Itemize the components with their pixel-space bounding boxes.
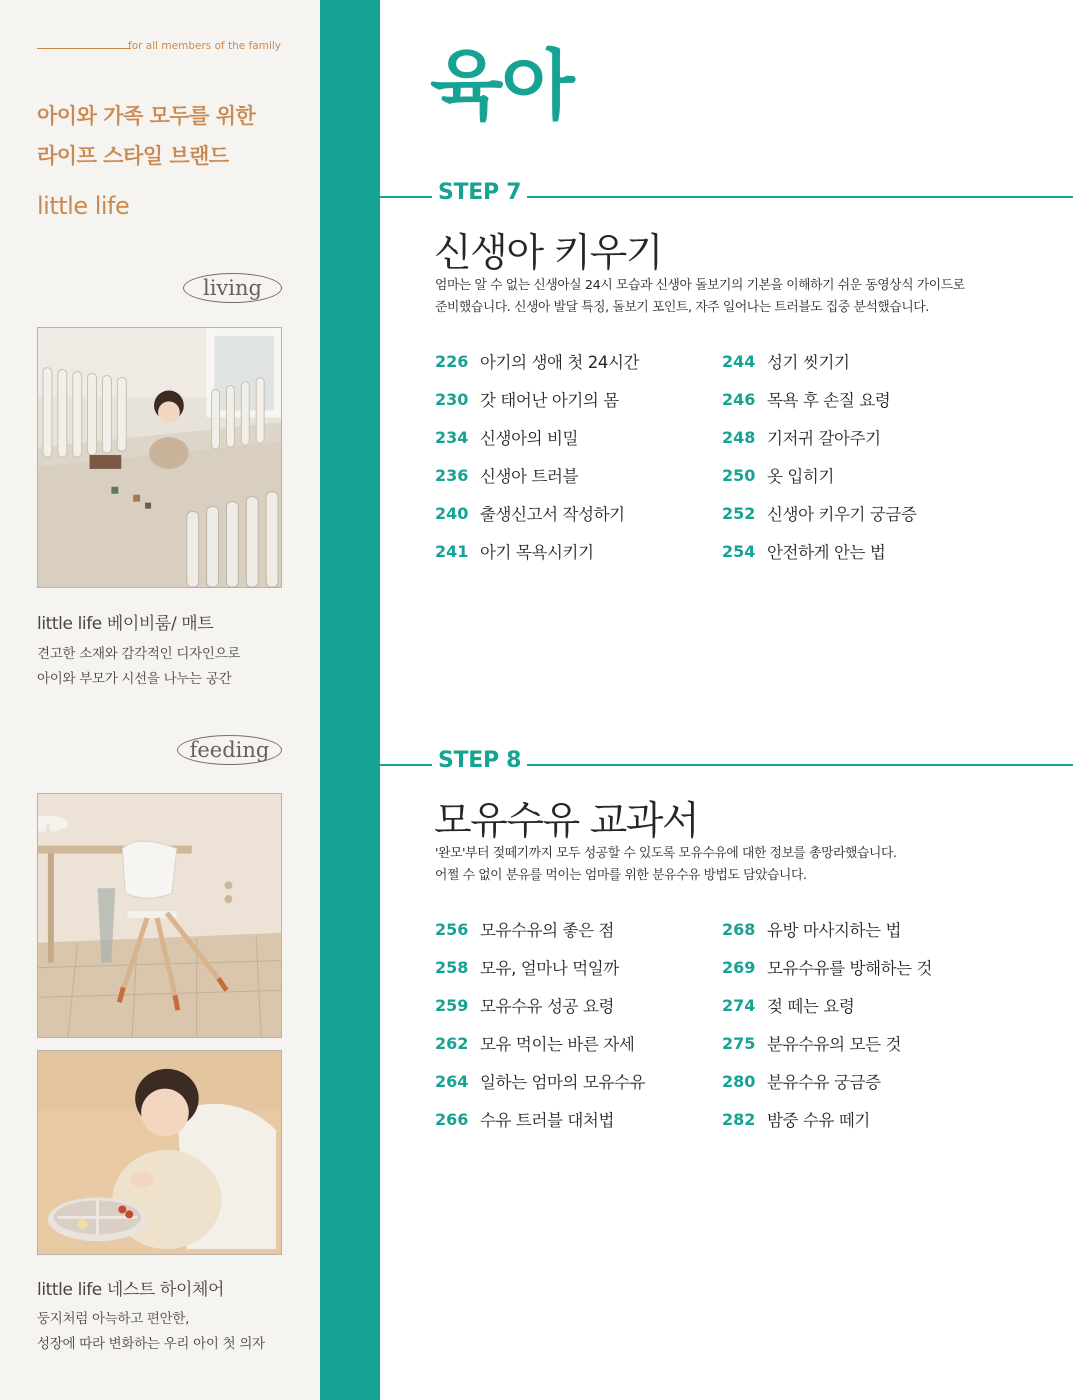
toc-item [722, 948, 932, 986]
toc-label: 모유수유의 좋은 점 [480, 921, 615, 940]
toc-item [722, 380, 890, 418]
toc-item [435, 342, 639, 380]
toc-item [722, 418, 881, 456]
section-step8 [380, 746, 1073, 1130]
toc-page-number: 274 [722, 995, 756, 1015]
toc-label: 아기 목욕시키기 [480, 543, 594, 562]
toc-label: 모유, 얼마나 먹일까 [480, 959, 619, 978]
toc-page-number: 256 [435, 919, 469, 939]
sidebar [0, 0, 320, 1400]
product-name: little life 네스트 하이체어 [37, 1280, 225, 1300]
baby-room-photo [37, 327, 282, 588]
toc-page-number: 240 [435, 503, 469, 523]
toc-label: 모유수유 성공 요령 [480, 997, 615, 1016]
toc-label: 모유 먹이는 바른 자세 [480, 1035, 635, 1054]
section-desc-line: 어쩔 수 없이 분유를 먹이는 엄마를 위한 분유수유 방법도 담았습니다. [435, 868, 807, 883]
toc-label: 분유수유의 모든 것 [767, 1035, 902, 1054]
category-pill-feeding: feeding [177, 735, 282, 765]
toc-page-number: 246 [722, 389, 756, 409]
product-desc-line: 견고한 소재와 감각적인 디자인으로 [37, 646, 241, 662]
toc-item [722, 1062, 881, 1100]
toc-page-number: 230 [435, 389, 469, 409]
toc-label: 기저귀 갈아주기 [767, 429, 881, 448]
toc-item [435, 456, 578, 494]
toc-page-number: 254 [722, 541, 756, 561]
toc-label: 아기의 생애 첫 24시간 [480, 353, 640, 372]
toc-item [435, 380, 619, 418]
section-title: 모유수유 교과서 [434, 799, 699, 844]
toc-page-number: 266 [435, 1109, 469, 1129]
toc-label: 젖 떼는 요령 [767, 997, 855, 1016]
step-header [380, 746, 1073, 784]
toc-label: 일하는 엄마의 모유수유 [480, 1073, 646, 1092]
toc-page-number: 275 [722, 1033, 756, 1053]
brand-copy-line: 라이프 스타일 브랜드 [37, 144, 229, 168]
toc-page-number: 258 [435, 957, 469, 977]
brand-copy [37, 96, 307, 176]
toc-page-number: 226 [435, 351, 469, 371]
toc-label: 갓 태어난 아기의 몸 [480, 391, 619, 410]
toc-label: 신생아 키우기 궁금증 [767, 505, 917, 524]
toc-page-number: 250 [722, 465, 756, 485]
product-desc-line: 성장에 따라 변화하는 우리 아이 첫 의자 [37, 1336, 265, 1352]
toc-label: 유방 마사지하는 법 [767, 921, 902, 940]
toc-item [435, 1062, 645, 1100]
step-label: STEP 8 [432, 748, 527, 773]
tagline-rule [37, 48, 131, 49]
product-desc [37, 642, 240, 692]
toc-page-number: 252 [722, 503, 756, 523]
toc-label: 성기 씻기기 [767, 353, 850, 372]
toc-page-number: 280 [722, 1071, 756, 1091]
toc-page-number: 244 [722, 351, 756, 371]
toc-item [435, 948, 619, 986]
toc-item [722, 494, 917, 532]
brand-copy-line: 아이와 가족 모두를 위한 [37, 104, 256, 128]
toc-page-number: 234 [435, 427, 469, 447]
toc-item [722, 1100, 870, 1138]
tagline-text: for all members of the family [128, 40, 281, 52]
accent-band [320, 0, 380, 1400]
toc-page-number: 236 [435, 465, 469, 485]
section-desc-line: 엄마는 알 수 없는 신생아실 24시 모습과 신생아 돌보기의 기본을 이해하기 쉬운 동영상식 가이드로 [435, 278, 965, 293]
toc-label: 옷 입히기 [767, 467, 835, 486]
toc-label: 모유수유를 방해하는 것 [767, 959, 933, 978]
toc-label: 수유 트러블 대처법 [480, 1111, 615, 1130]
category-pill-living: living [183, 273, 282, 303]
section-title: 신생아 키우기 [434, 231, 662, 276]
toc-page-number: 262 [435, 1033, 469, 1053]
toc-item [722, 532, 885, 570]
toc-item [435, 1100, 614, 1138]
toc-item [722, 1024, 901, 1062]
toc-page-number: 268 [722, 919, 756, 939]
product-desc-line: 아이와 부모가 시선을 나누는 공간 [37, 671, 232, 687]
product-name: little life 베이비룸/ 매트 [37, 614, 214, 634]
toc-page-number: 259 [435, 995, 469, 1015]
step-header [380, 178, 1073, 216]
baby-eating-photo [37, 1050, 282, 1255]
section-desc-line: 준비했습니다. 신생아 발달 특징, 돌보기 포인트, 자주 일어나는 트러블도 집중 분석했습니다. [435, 300, 929, 315]
toc-label: 안전하게 안는 법 [767, 543, 886, 562]
toc-label: 신생아의 비밀 [480, 429, 579, 448]
toc-item [722, 986, 854, 1024]
brand-name: little life [37, 192, 130, 220]
toc-item [435, 986, 614, 1024]
tagline [37, 40, 281, 56]
toc-item [435, 418, 578, 456]
toc-item [722, 342, 850, 380]
high-chair-photo [37, 793, 282, 1038]
toc-page-number: 241 [435, 541, 469, 561]
toc-label: 출생신고서 작성하기 [480, 505, 625, 524]
toc-label: 밤중 수유 떼기 [767, 1111, 870, 1130]
toc-label: 목욕 후 손질 요령 [767, 391, 891, 410]
toc-item [722, 910, 901, 948]
toc-item [435, 910, 614, 948]
toc-page-number: 248 [722, 427, 756, 447]
page-title: 육아 [430, 41, 573, 130]
toc-page-number: 282 [722, 1109, 756, 1129]
section-desc [435, 275, 965, 319]
section-desc [435, 843, 897, 887]
toc-page-number: 269 [722, 957, 756, 977]
toc-page-number: 264 [435, 1071, 469, 1091]
toc-label: 신생아 트러블 [480, 467, 579, 486]
toc-item [722, 456, 834, 494]
toc-item [435, 494, 625, 532]
toc-item [435, 532, 594, 570]
section-step7 [380, 178, 1073, 562]
toc-item [435, 1024, 634, 1062]
step-label: STEP 7 [432, 180, 527, 205]
toc-label: 분유수유 궁금증 [767, 1073, 881, 1092]
section-desc-line: '완모'부터 젖떼기까지 모두 성공할 수 있도록 모유수유에 대한 정보를 총망라했습니다. [435, 846, 897, 861]
product-desc [37, 1307, 265, 1357]
product-desc-line: 둥지처럼 아늑하고 편안한, [37, 1311, 190, 1327]
